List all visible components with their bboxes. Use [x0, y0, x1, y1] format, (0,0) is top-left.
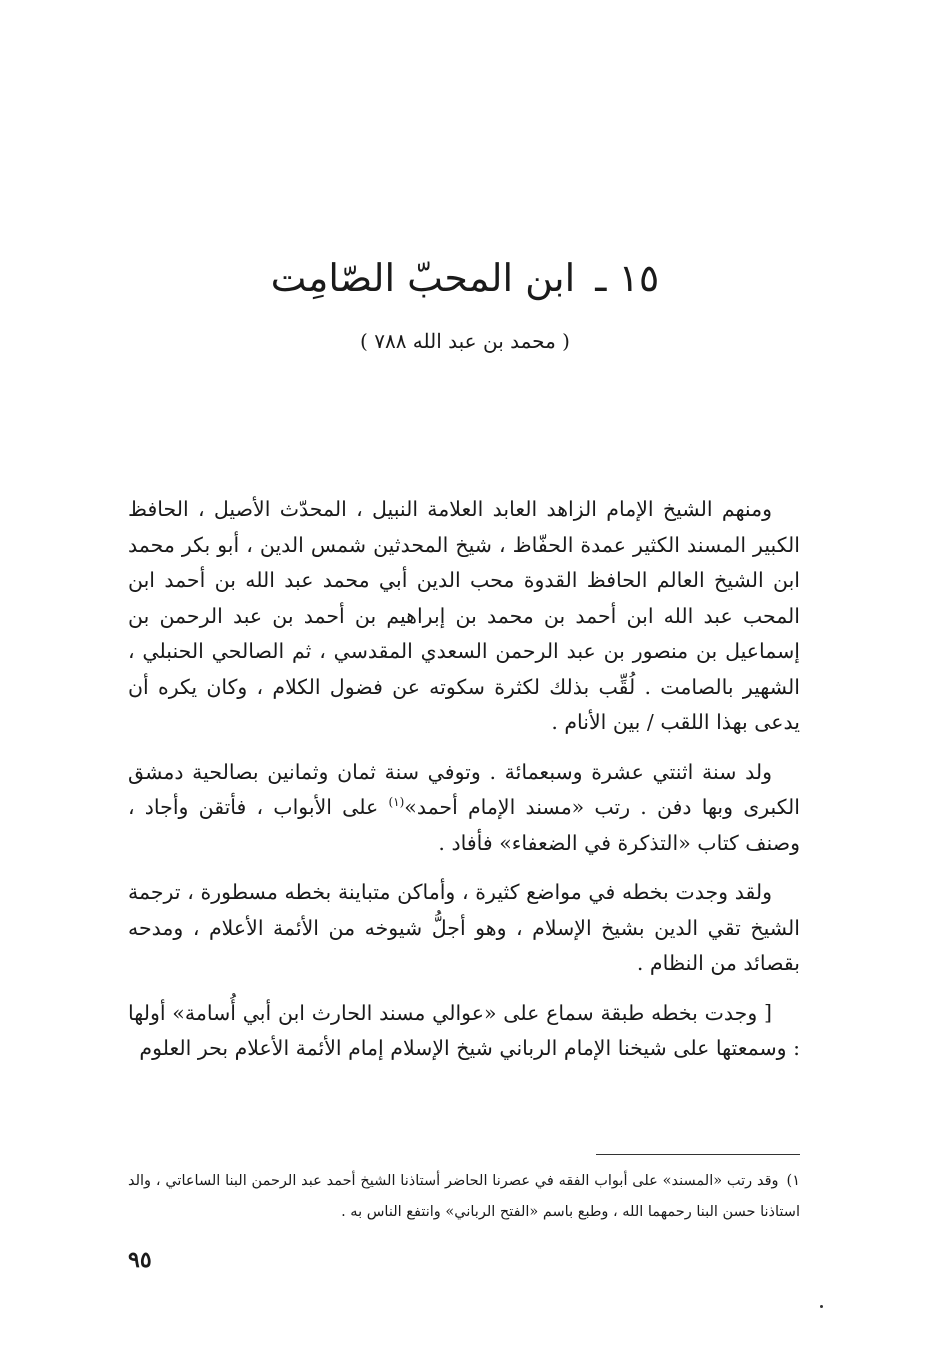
paragraph-1: ومنهم الشيخ الإمام الزاهد العابد العلامة النبيل ، المحدّث الأصيل ، الحافظ الكبير المسند الكثير عمدة الحفّاظ ، شيخ المحدثين شمس الدين ، أبو بكر محمد ابن الشيخ العالم الحافظ القدوة محب الدين أبي محمد عبد الله بن أحمد ابن المحب عبد الله ابن أحمد بن محمد بن إبراهيم بن أحمد بن عبد الرحمن بن إسماعيل بن منصور بن عبد الرحمن السعدي المقدسي ، ثم الصالحي الحنبلي ، الشهير بالصامت . لُقِّب بذلك لكثرة سكوته عن فضول الكلام ، وكان يكره أن يدعى بهذا اللقب / بين الأنام .: [128, 497, 800, 734]
page-number: ٩٥: [128, 1247, 152, 1273]
chapter-subtitle: ( محمد بن عبد الله ٧٨٨ ): [360, 329, 570, 353]
chapter-title: [0, 250, 930, 306]
footnote-number: ١): [786, 1173, 800, 1189]
main-text: [128, 492, 800, 1081]
chapter-name: ابن المحبّ الصّامِت: [270, 256, 576, 300]
paragraph-2-start: ولد سنة اثنتي عشرة وسبعمائة . وتوفي سنة ثمان وثمانين بصالحية دمشق الكبرى وبها دفن . رتب «مسند الإمام أحمد»: [128, 759, 800, 819]
footnote: [128, 1166, 800, 1228]
footnote-text: وقد رتب «المسند» على أبواب الفقه في عصرنا الحاضر أستاذنا الشيخ أحمد عبد الرحمن البنا الساعاتي ، والد استاذنا حسن البنا رحمهما الله ، وطبع باسم «الفتح الرباني» وانتفع الناس به .: [128, 1173, 800, 1220]
footnote-divider: [596, 1154, 800, 1155]
chapter-number: ١٥ ـ: [595, 256, 660, 300]
scan-speck: [820, 1305, 823, 1308]
paragraph-2: [128, 755, 800, 862]
paragraph-4: [ وجدت بخطه طبقة سماع على «عوالي مسند الحارث ابن أبي أُسامة» أولها : وسمعتها على شيخنا الإمام الرباني شيخ الإسلام إمام الأئمة الأعلام بحر العلوم: [128, 1000, 800, 1060]
paragraph-2-end: على الأبواب ، فأتقن وأجاد ، وصنف كتاب «التذكرة في الضعفاء» فأفاد .: [128, 795, 800, 855]
paragraph-3: ولقد وجدت بخطه في مواضع كثيرة ، وأماكن متباينة بخطه مسطورة ، ترجمة الشيخ تقي الدين بشيخ الإسلام ، وهو أجلُّ شيوخه من الأئمة الأعلام ، ومدحه بقصائد من النظام .: [128, 880, 800, 975]
footnote-reference: (١): [388, 795, 405, 810]
